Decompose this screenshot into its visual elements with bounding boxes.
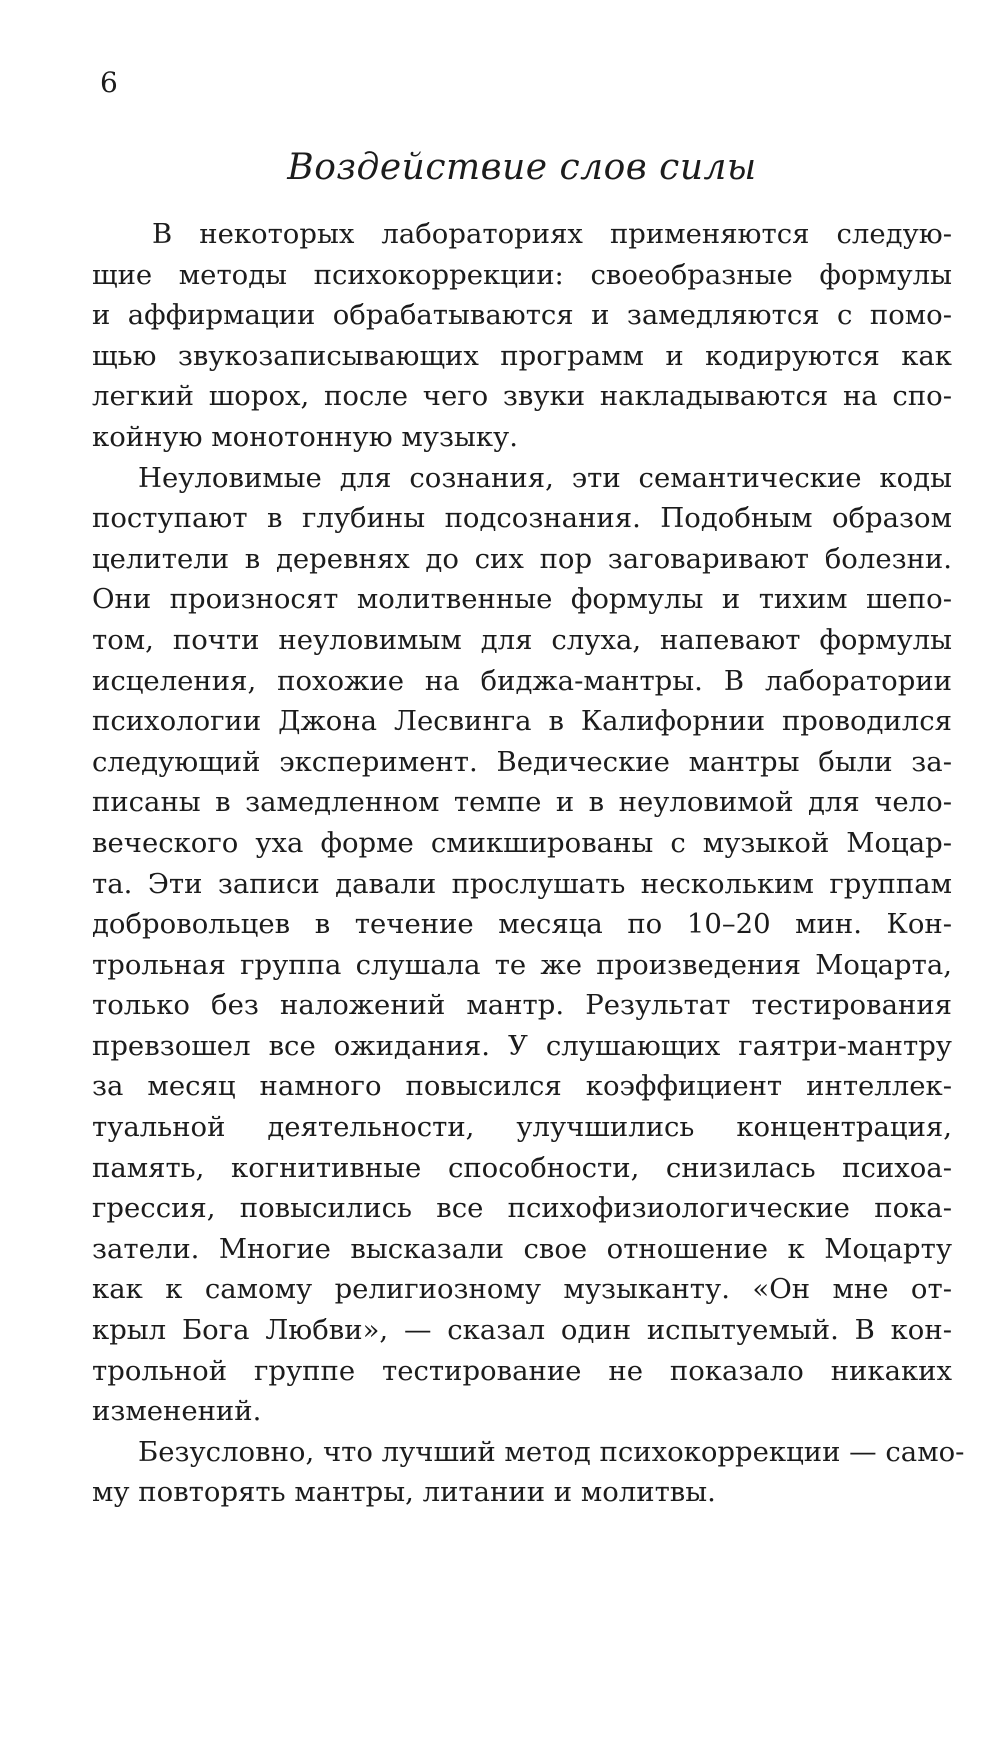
paragraph-3 — [92, 1432, 965, 1513]
text-line: веческого уха форме смикшированы с музыкой Моцар- — [92, 826, 952, 859]
text-line: затели. Многие высказали свое отношение к Моцарту — [92, 1232, 952, 1265]
page-number: 6 — [100, 66, 118, 99]
text-line: грессия, повысились все психофизиологические пока- — [92, 1192, 952, 1225]
body-text — [92, 214, 965, 1513]
text-line: исцеления, похожие на биджа-мантры. В лаборатории — [92, 664, 952, 697]
text-line: как к самому религиозному музыканту. «Он мне от- — [92, 1273, 952, 1306]
text-line: му повторять мантры, литании и молитвы. — [92, 1476, 716, 1509]
text-line: поступают в глубины подсознания. Подобным образом — [92, 502, 952, 535]
text-line: изменений. — [92, 1395, 262, 1428]
paragraph-2 — [92, 458, 952, 1432]
text-line: щью звукозаписывающих программ и кодируются как — [92, 339, 952, 372]
text-line: и аффирмации обрабатываются и замедляются с помо- — [92, 299, 952, 332]
text-line: добровольцев в течение месяца по 10–20 мин. Кон- — [92, 908, 952, 941]
text-line: за месяц намного повысился коэффициент интеллек- — [92, 1070, 952, 1103]
text-line: писаны в замедленном темпе и в неуловимой для чело- — [92, 786, 952, 819]
text-line: следующий эксперимент. Ведические мантры были за- — [92, 745, 952, 778]
text-line: превзошел все ожидания. У слушающих гаятри-мантру — [92, 1029, 952, 1062]
paragraph-1 — [92, 214, 952, 458]
text-line: только без наложений мантр. Результат тестирования — [92, 989, 952, 1022]
chapter-title: Воздействие слов силы — [287, 147, 757, 188]
text-line: Они произносят молитвенные формулы и тихим шепо- — [92, 583, 952, 616]
text-line: легкий шорох, после чего звуки накладываются на спо- — [92, 380, 952, 413]
text-line: койную монотонную музыку. — [92, 420, 518, 453]
text-line: та. Эти записи давали прослушать нескольким группам — [92, 867, 952, 900]
text-line: целители в деревнях до сих пор заговаривают болезни. — [92, 542, 952, 575]
text-line: трольная группа слушала те же произведения Моцарта, — [92, 948, 952, 981]
text-line: трольной группе тестирование не показало никаких — [92, 1354, 952, 1387]
text-line: щие методы психокоррекции: своеобразные формулы — [92, 258, 952, 291]
text-line: Неуловимые для сознания, эти семантические коды — [138, 461, 952, 494]
text-line: В некоторых лабораториях применяются следую- — [152, 218, 952, 250]
text-line: Безусловно, что лучший метод психокоррекции — само- — [138, 1435, 965, 1468]
text-line: туальной деятельности, улучшились концентрация, — [92, 1111, 952, 1144]
text-line: память, когнитивные способности, снизилась психоа- — [92, 1151, 952, 1184]
text-line: психологии Джона Лесвинга в Калифорнии проводился — [92, 705, 952, 738]
text-line: том, почти неуловимым для слуха, напевают формулы — [92, 623, 952, 656]
text-line: крыл Бога Любви», — сказал один испытуемый. В кон- — [92, 1314, 952, 1347]
